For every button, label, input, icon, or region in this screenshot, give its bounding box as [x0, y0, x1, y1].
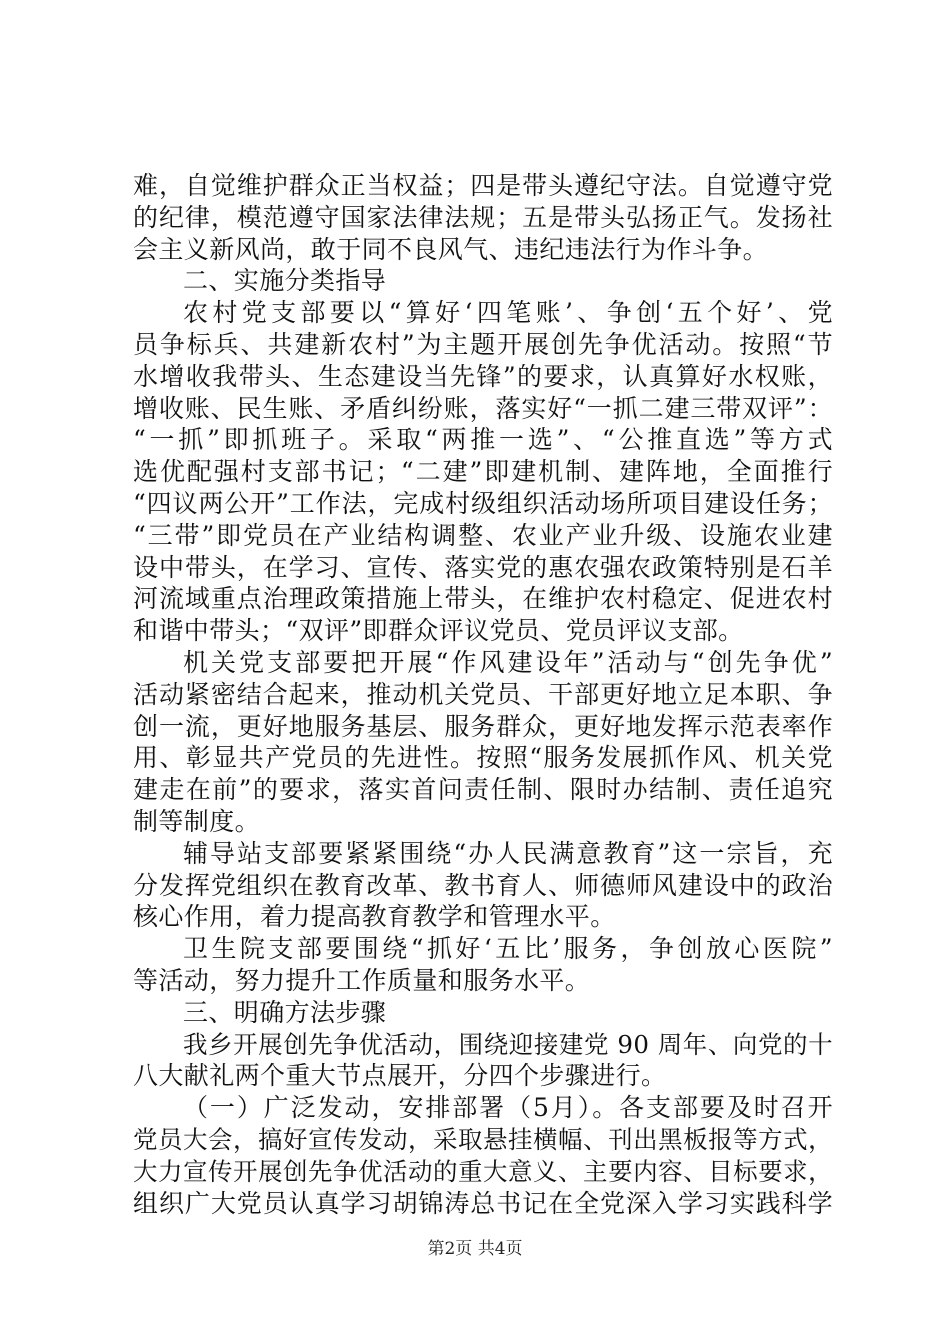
- body-line: 设中带头，在学习、宣传、落实党的惠农强农政策特别是石羊: [133, 552, 833, 582]
- body-line: 等活动，努力提升工作质量和服务水平。: [133, 965, 591, 995]
- body-line: 农村党支部要以“算好‘四笔账’、争创‘五个好’、党: [183, 298, 833, 328]
- body-line: “三带”即党员在产业结构调整、农业产业升级、设施农业建: [133, 520, 833, 550]
- body-line: 制等制度。: [133, 806, 261, 836]
- body-line: 党员大会，搞好宣传发动，采取悬挂横幅、刊出黑板报等方式，: [133, 1124, 833, 1154]
- body-line: 我乡开展创先争优活动，围绕迎接建党 90 周年、向党的十: [183, 1029, 833, 1059]
- body-line: 组织广大党员认真学习胡锦涛总书记在全党深入学习实践科学: [133, 1188, 833, 1218]
- body-line: 和谐中带头；“双评”即群众评议党员、党员评议支部。: [133, 616, 744, 646]
- body-line: 八大献礼两个重大节点展开，分四个步骤进行。: [133, 1061, 667, 1091]
- body-line: 水增收我带头、生态建设当先锋”的要求，认真算好水权账，: [133, 361, 833, 391]
- body-line: 员争标兵、共建新农村”为主题开展创先争优活动。按照“节: [133, 329, 833, 359]
- page-number-footer: 第2页 共4页: [427, 1239, 523, 1259]
- body-line: 难，自觉维护群众正当权益；四是带头遵纪守法。自觉遵守党: [133, 171, 833, 200]
- body-line: 河流域重点治理政策措施上带头，在维护农村稳定、促进农村: [133, 584, 833, 614]
- body-line: 分发挥党组织在教育改革、教书育人、师德师风建设中的政治: [133, 870, 833, 900]
- body-line: 增收账、民生账、矛盾纠纷账，落实好“一抓二建三带双评”：: [133, 393, 833, 423]
- body-line: 创一流，更好地服务基层、服务群众，更好地发挥示范表率作: [133, 711, 833, 741]
- body-line: 活动紧密结合起来，推动机关党员、干部更好地立足本职、争: [133, 679, 833, 709]
- body-line: （一）广泛发动，安排部署（5月）。各支部要及时召开: [183, 1093, 833, 1123]
- body-line: 会主义新风尚，敢于同不良风气、违纪违法行为作斗争。: [133, 234, 769, 264]
- body-line: 大力宣传开展创先争优活动的重大意义、主要内容、目标要求，: [133, 1156, 833, 1186]
- body-line: 选优配强村支部书记；“二建”即建机制、建阵地，全面推行: [133, 457, 833, 487]
- body-line: 的纪律，模范遵守国家法律法规；五是带头弘扬正气。发扬社: [133, 202, 833, 232]
- body-line: 建走在前”的要求，落实首问责任制、限时办结制、责任追究: [133, 775, 833, 805]
- body-line: “四议两公开”工作法，完成村级组织活动场所项目建设任务；: [133, 488, 833, 518]
- body-line: 辅导站支部要紧紧围绕“办人民满意教育”这一宗旨，充: [183, 838, 833, 868]
- document-body: [133, 170, 833, 1219]
- body-line: 核心作用，着力提高教育教学和管理水平。: [133, 902, 616, 932]
- body-line: “一抓”即抓班子。采取“两推一选”、“公推直选”等方式: [133, 425, 833, 455]
- body-line: 用、彰显共产党员的先进性。按照“服务发展抓作风、机关党: [133, 743, 833, 773]
- body-line: 机关党支部要把开展“作风建设年”活动与“创先争优”: [183, 647, 833, 677]
- section-heading: 二、实施分类指导: [183, 266, 387, 296]
- section-heading: 三、明确方法步骤: [183, 997, 387, 1027]
- body-line: 卫生院支部要围绕“抓好‘五比’服务，争创放心医院”: [183, 934, 833, 964]
